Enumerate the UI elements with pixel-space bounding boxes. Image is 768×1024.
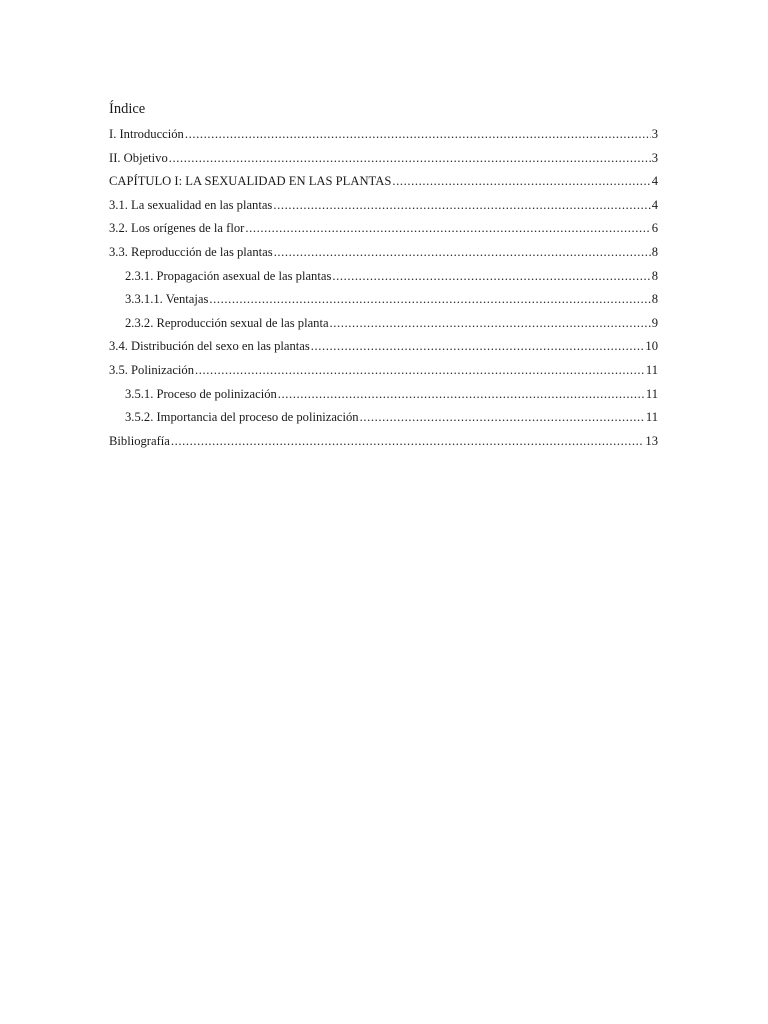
toc-entry[interactable] — [109, 290, 658, 314]
toc-entry-page-number: 6 — [651, 221, 658, 236]
toc-dot-leader — [330, 314, 651, 332]
toc-dot-leader — [209, 290, 650, 308]
toc-entry-label: 3.2. Los orígenes de la flor — [109, 221, 245, 236]
toc-entry[interactable] — [109, 125, 658, 149]
toc-dot-leader — [274, 243, 651, 261]
toc-entry-page-number: 11 — [645, 386, 658, 401]
toc-dot-leader — [392, 172, 650, 190]
toc-dot-leader — [185, 125, 651, 143]
toc-entry[interactable] — [109, 385, 658, 409]
toc-entry-label: II. Objetivo — [109, 150, 168, 165]
toc-entry-label: 3.3. Reproducción de las plantas — [109, 244, 273, 259]
toc-entry[interactable] — [109, 149, 658, 173]
toc-entry-label: CAPÍTULO I: LA SEXUALIDAD EN LAS PLANTAS — [109, 174, 392, 189]
toc-entry[interactable] — [109, 243, 658, 267]
toc-entry[interactable] — [109, 408, 658, 432]
toc-entry[interactable] — [109, 267, 658, 291]
toc-entry-label: 3.1. La sexualidad en las plantas — [109, 197, 273, 212]
toc-list — [109, 125, 658, 455]
toc-dot-leader — [169, 149, 651, 167]
toc-entry[interactable] — [109, 337, 658, 361]
toc-entry[interactable] — [109, 314, 658, 338]
toc-dot-leader — [195, 361, 645, 379]
toc-entry-page-number: 13 — [645, 433, 658, 448]
toc-dot-leader — [311, 337, 645, 355]
toc-entry-label: 3.3.1.1. Ventajas — [125, 292, 209, 307]
toc-entry[interactable] — [109, 219, 658, 243]
toc-entry[interactable] — [109, 172, 658, 196]
toc-entry-label: 3.5. Polinización — [109, 362, 194, 377]
toc-entry[interactable] — [109, 196, 658, 220]
toc-dot-leader — [278, 385, 645, 403]
toc-entry-label: 3.4. Distribución del sexo en las plantas — [109, 339, 310, 354]
toc-entry-page-number: 11 — [645, 410, 658, 425]
toc-entry-label: 2.3.1. Propagación asexual de las plantas — [125, 268, 332, 283]
toc-entry-page-number: 9 — [651, 315, 658, 330]
toc-entry[interactable] — [109, 432, 658, 456]
toc-entry-page-number: 4 — [651, 174, 658, 189]
toc-entry-label: Bibliografía — [109, 433, 170, 448]
toc-dot-leader — [171, 432, 645, 450]
toc-entry[interactable] — [109, 361, 658, 385]
toc-entry-page-number: 8 — [651, 292, 658, 307]
toc-dot-leader — [332, 267, 650, 285]
toc-entry-page-number: 4 — [651, 197, 658, 212]
toc-entry-page-number: 11 — [645, 362, 658, 377]
toc-dot-leader — [360, 408, 645, 426]
toc-entry-page-number: 3 — [651, 127, 658, 141]
toc-dot-leader — [273, 196, 650, 214]
toc-entry-label: 2.3.2. Reproducción sexual de las planta — [125, 315, 329, 330]
toc-dot-leader — [245, 219, 650, 237]
toc-title: Índice — [109, 101, 146, 117]
toc-entry-page-number: 8 — [651, 268, 658, 283]
toc-entry-page-number: 8 — [651, 244, 658, 259]
toc-entry-label: I. Introducción — [109, 127, 184, 141]
toc-entry-page-number: 10 — [645, 339, 658, 354]
toc-entry-label: 3.5.2. Importancia del proceso de polinización — [125, 410, 359, 425]
toc-entry-label: 3.5.1. Proceso de polinización — [125, 386, 277, 401]
toc-entry-page-number: 3 — [651, 150, 658, 165]
table-of-contents — [109, 100, 658, 455]
